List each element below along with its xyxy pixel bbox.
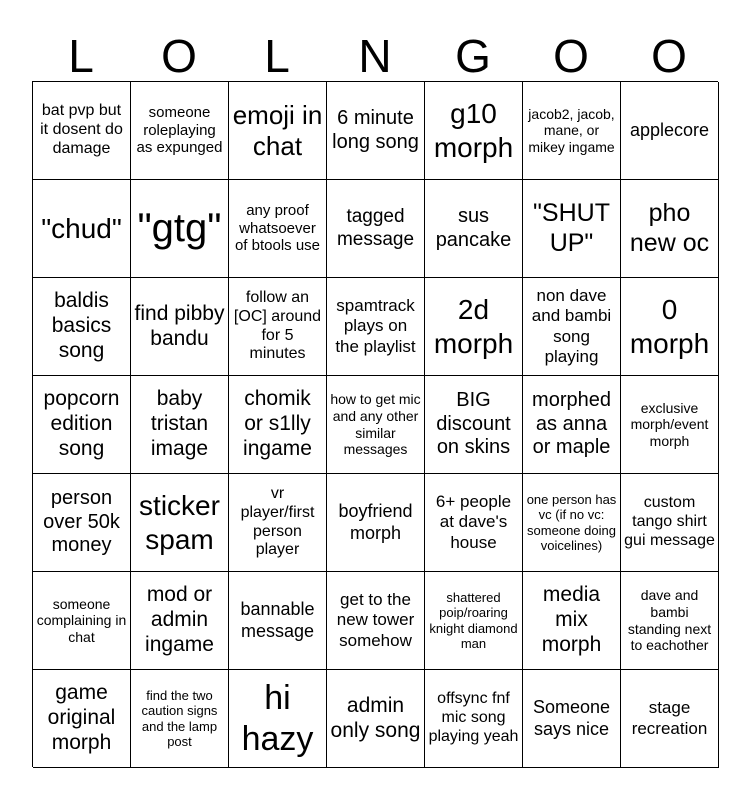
bingo-cell[interactable]: vr player/first person player: [229, 474, 327, 572]
bingo-cell[interactable]: dave and bambi standing next to eachother: [621, 572, 719, 670]
title-header: [32, 30, 718, 82]
bingo-cell[interactable]: stage recreation: [621, 670, 719, 768]
bingo-cell[interactable]: hi hazy: [229, 670, 327, 768]
bingo-cell[interactable]: game original morph: [33, 670, 131, 768]
bingo-cell[interactable]: baldis basics song: [33, 278, 131, 376]
bingo-cell[interactable]: boyfriend morph: [327, 474, 425, 572]
title-letter: L: [264, 30, 290, 82]
bingo-cell[interactable]: emoji in chat: [229, 82, 327, 180]
title-letter: L: [68, 30, 94, 82]
bingo-cell[interactable]: mod or admin ingame: [131, 572, 229, 670]
bingo-cell[interactable]: one person has vc (if no vc: someone doing voicelines): [523, 474, 621, 572]
bingo-cell[interactable]: "SHUT UP": [523, 180, 621, 278]
bingo-cell[interactable]: Someone says nice: [523, 670, 621, 768]
bingo-cell[interactable]: applecore: [621, 82, 719, 180]
bingo-cell[interactable]: follow an [OC] around for 5 minutes: [229, 278, 327, 376]
bingo-cell[interactable]: someone roleplaying as expunged: [131, 82, 229, 180]
bingo-cell[interactable]: get to the new tower somehow: [327, 572, 425, 670]
bingo-cell[interactable]: someone complaining in chat: [33, 572, 131, 670]
bingo-cell[interactable]: g10 morph: [425, 82, 523, 180]
bingo-cell[interactable]: baby tristan image: [131, 376, 229, 474]
bingo-cell[interactable]: "gtg": [131, 180, 229, 278]
bingo-cell[interactable]: sticker spam: [131, 474, 229, 572]
bingo-cell[interactable]: admin only song: [327, 670, 425, 768]
title-letter: G: [455, 30, 491, 82]
bingo-cell[interactable]: person over 50k money: [33, 474, 131, 572]
title-letter: O: [651, 30, 687, 82]
bingo-cell[interactable]: find pibby bandu: [131, 278, 229, 376]
bingo-board: [32, 81, 718, 767]
bingo-cell[interactable]: chomik or s1lly ingame: [229, 376, 327, 474]
bingo-cell[interactable]: how to get mic and any other similar messages: [327, 376, 425, 474]
bingo-cell[interactable]: morphed as anna or maple: [523, 376, 621, 474]
title-letter: O: [553, 30, 589, 82]
bingo-cell[interactable]: any proof whatsoever of btools use: [229, 180, 327, 278]
bingo-cell[interactable]: spamtrack plays on the playlist: [327, 278, 425, 376]
bingo-cell[interactable]: find the two caution signs and the lamp post: [131, 670, 229, 768]
bingo-cell[interactable]: tagged message: [327, 180, 425, 278]
bingo-cell[interactable]: non dave and bambi song playing: [523, 278, 621, 376]
bingo-cell[interactable]: exclusive morph/event morph: [621, 376, 719, 474]
bingo-cell[interactable]: sus pancake: [425, 180, 523, 278]
bingo-cell[interactable]: bannable message: [229, 572, 327, 670]
bingo-cell[interactable]: jacob2, jacob, mane, or mikey ingame: [523, 82, 621, 180]
bingo-cell[interactable]: 2d morph: [425, 278, 523, 376]
bingo-cell[interactable]: offsync fnf mic song playing yeah: [425, 670, 523, 768]
bingo-cell[interactable]: pho new oc: [621, 180, 719, 278]
title-letter: N: [358, 30, 392, 82]
bingo-cell[interactable]: 6 minute long song: [327, 82, 425, 180]
bingo-cell[interactable]: 6+ people at dave's house: [425, 474, 523, 572]
bingo-cell[interactable]: popcorn edition song: [33, 376, 131, 474]
bingo-cell[interactable]: media mix morph: [523, 572, 621, 670]
bingo-cell[interactable]: "chud": [33, 180, 131, 278]
bingo-cell[interactable]: bat pvp but it dosent do damage: [33, 82, 131, 180]
bingo-cell[interactable]: 0 morph: [621, 278, 719, 376]
bingo-cell[interactable]: BIG discount on skins: [425, 376, 523, 474]
bingo-cell[interactable]: shattered poip/roaring knight diamond man: [425, 572, 523, 670]
bingo-cell[interactable]: custom tango shirt gui message: [621, 474, 719, 572]
title-letter: O: [161, 30, 197, 82]
